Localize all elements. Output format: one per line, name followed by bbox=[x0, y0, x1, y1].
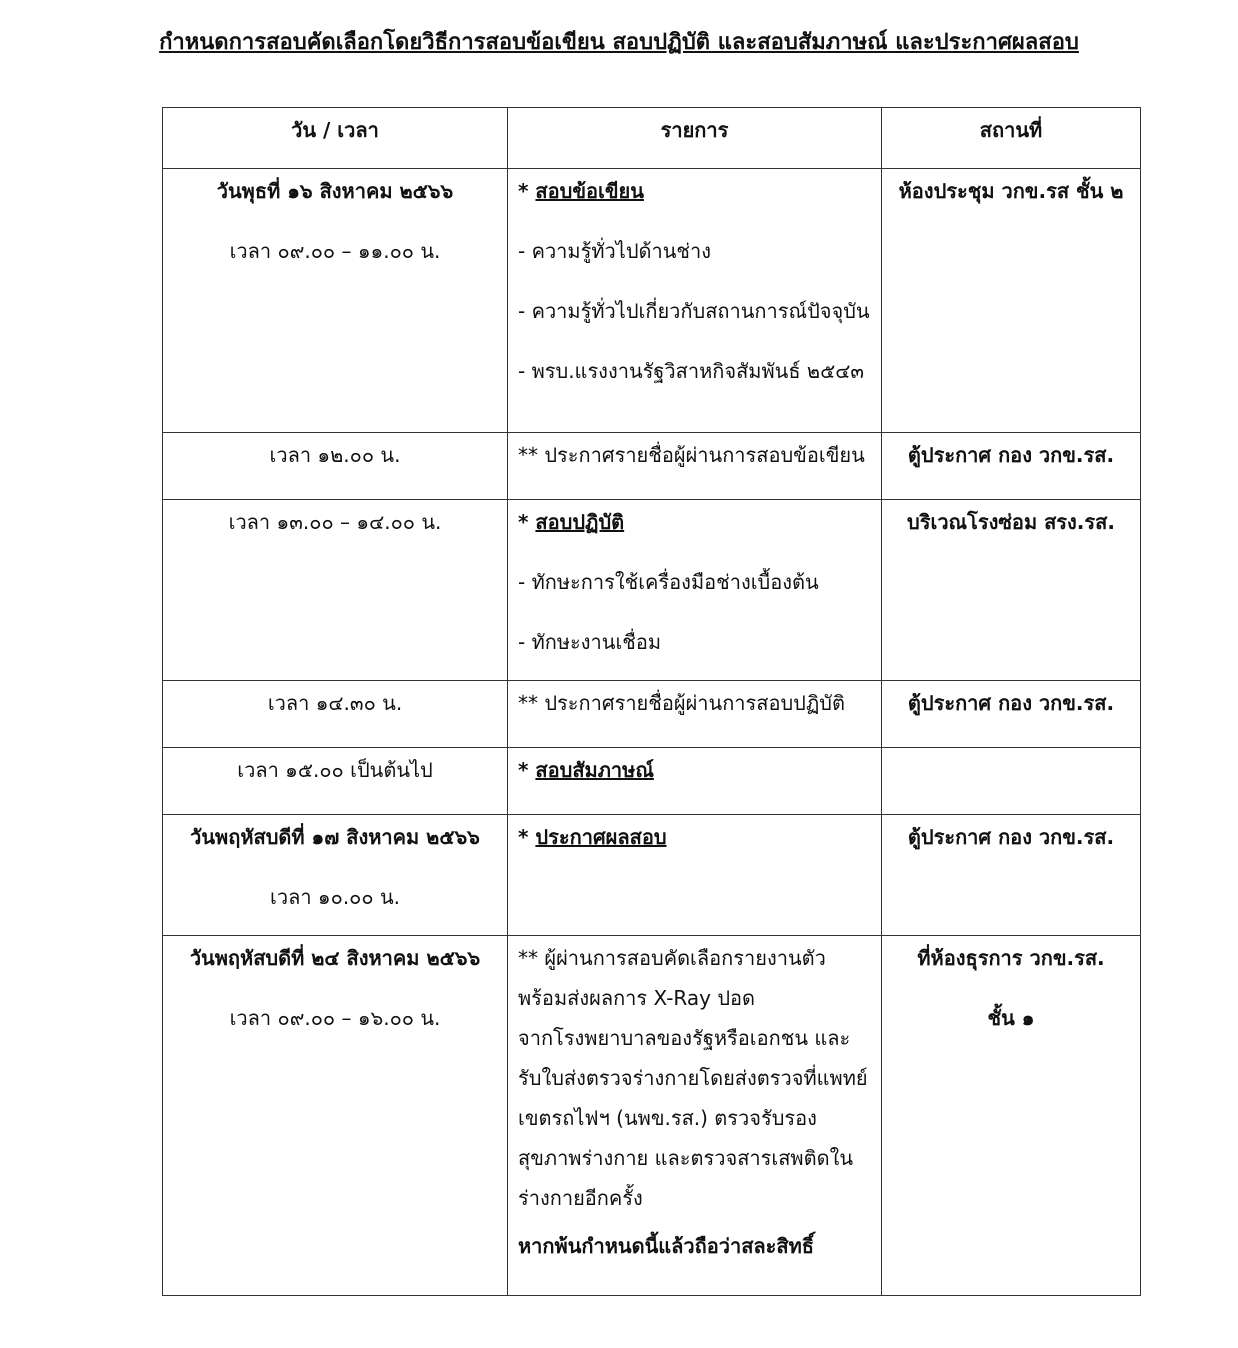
row-item-cell bbox=[508, 169, 882, 433]
schedule-table bbox=[162, 107, 1141, 1296]
item-line: - ความรู้ทั่วไปด้านช่าง bbox=[518, 239, 711, 263]
item-heading: * สอบปฏิบัติ bbox=[518, 510, 625, 534]
item-paragraph bbox=[518, 936, 875, 1260]
item-line: จากโรงพยาบาลของรัฐหรือเอกชน และ bbox=[518, 1026, 851, 1050]
header-date-time: วัน / เวลา bbox=[163, 108, 508, 169]
row-date-cell bbox=[163, 433, 508, 500]
row-place: ตู้ประกาศ กอง วกข.รส. bbox=[907, 443, 1115, 467]
row-item-cell bbox=[508, 748, 882, 815]
table-row bbox=[163, 815, 1141, 936]
row-time: เวลา ๑๓.๐๐ – ๑๔.๐๐ น. bbox=[228, 510, 442, 534]
row-date: วันพฤหัสบดีที่ ๑๗ สิงหาคม ๒๕๖๖ bbox=[190, 825, 480, 849]
item-line: สุขภาพร่างกาย และตรวจสารเสพติดใน bbox=[518, 1146, 854, 1170]
row-date-cell bbox=[163, 169, 508, 433]
row-item-cell bbox=[508, 433, 882, 500]
table-row bbox=[163, 936, 1141, 1296]
item-line: รับใบส่งตรวจร่างกายโดยส่งตรวจที่แพทย์ bbox=[518, 1066, 868, 1090]
row-item-cell bbox=[508, 936, 882, 1296]
item-line: - พรบ.แรงงานรัฐวิสาหกิจสัมพันธ์ ๒๕๔๓ bbox=[518, 359, 865, 383]
row-place-cell bbox=[882, 169, 1141, 433]
row-place: ที่ห้องธุรการ วกข.รส. bbox=[917, 946, 1105, 970]
item-heading: * สอบข้อเขียน bbox=[518, 179, 644, 203]
row-date-cell bbox=[163, 748, 508, 815]
row-date: วันพฤหัสบดีที่ ๒๔ สิงหาคม ๒๕๖๖ bbox=[189, 946, 481, 970]
row-place: ตู้ประกาศ กอง วกข.รส. bbox=[907, 691, 1115, 715]
row-time: เวลา ๑๕.๐๐ เป็นต้นไป bbox=[237, 758, 433, 782]
row-time: เวลา ๑๒.๐๐ น. bbox=[269, 443, 401, 467]
row-date-cell bbox=[163, 500, 508, 681]
header-place: สถานที่ bbox=[882, 108, 1141, 169]
row-place: ตู้ประกาศ กอง วกข.รส. bbox=[907, 825, 1115, 849]
row-time: เวลา ๑๔.๓๐ น. bbox=[267, 691, 403, 715]
item-line: - ทักษะการใช้เครื่องมือช่างเบื้องต้น bbox=[518, 570, 819, 594]
row-time: เวลา ๐๙.๐๐ – ๑๑.๐๐ น. bbox=[229, 239, 441, 263]
item-line: - ทักษะงานเชื่อม bbox=[518, 630, 662, 654]
table-row bbox=[163, 681, 1141, 748]
row-time: เวลา ๐๙.๐๐ – ๑๖.๐๐ น. bbox=[229, 1006, 441, 1030]
document-title: กำหนดการสอบคัดเลือกโดยวิธีการสอบข้อเขียน สอบปฏิบัติ และสอบสัมภาษณ์ และประกาศผลสอบ bbox=[159, 30, 1079, 55]
item-line: เขตรถไฟฯ (นพข.รส.) ตรวจรับรอง bbox=[518, 1106, 817, 1130]
row-item-cell bbox=[508, 815, 882, 936]
row-item-cell bbox=[508, 681, 882, 748]
item-line: ** ผู้ผ่านการสอบคัดเลือกรายงานตัว bbox=[518, 946, 826, 970]
row-date: วันพุธที่ ๑๖ สิงหาคม ๒๕๖๖ bbox=[216, 179, 454, 203]
item-line: พร้อมส่งผลการ X-Ray ปอด bbox=[518, 986, 756, 1010]
row-item-cell bbox=[508, 500, 882, 681]
table-row bbox=[163, 433, 1141, 500]
row-place: ชั้น ๑ bbox=[987, 1006, 1035, 1030]
row-place-cell bbox=[882, 681, 1141, 748]
item-line: ร่างกายอีกครั้ง bbox=[518, 1186, 643, 1210]
row-time: เวลา ๑๐.๐๐ น. bbox=[270, 885, 400, 909]
row-place-cell bbox=[882, 748, 1141, 815]
row-date-cell bbox=[163, 681, 508, 748]
header-item: รายการ bbox=[508, 108, 882, 169]
row-place-cell bbox=[882, 500, 1141, 681]
row-date-cell bbox=[163, 815, 508, 936]
row-place-cell bbox=[882, 815, 1141, 936]
row-place: ห้องประชุม วกข.รส ชั้น ๒ bbox=[898, 179, 1124, 203]
table-row bbox=[163, 500, 1141, 681]
table-row bbox=[163, 169, 1141, 433]
row-place-cell bbox=[882, 433, 1141, 500]
item-note: หากพ้นกำหนดนี้แล้วถือว่าสละสิทธิ์ bbox=[518, 1234, 814, 1258]
table-header-row bbox=[163, 108, 1141, 169]
item-line: - ความรู้ทั่วไปเกี่ยวกับสถานการณ์ปัจจุบัน bbox=[518, 299, 870, 323]
row-place bbox=[882, 748, 1140, 756]
row-place-cell bbox=[882, 936, 1141, 1296]
item-line: ** ประกาศรายชื่อผู้ผ่านการสอบข้อเขียน bbox=[518, 443, 865, 467]
item-heading: * สอบสัมภาษณ์ bbox=[518, 758, 654, 782]
item-line: ** ประกาศรายชื่อผู้ผ่านการสอบปฏิบัติ bbox=[518, 691, 845, 715]
row-place: บริเวณโรงซ่อม สรง.รส. bbox=[907, 510, 1115, 534]
table-row bbox=[163, 748, 1141, 815]
row-date-cell bbox=[163, 936, 508, 1296]
item-heading: * ประกาศผลสอบ bbox=[518, 825, 667, 849]
